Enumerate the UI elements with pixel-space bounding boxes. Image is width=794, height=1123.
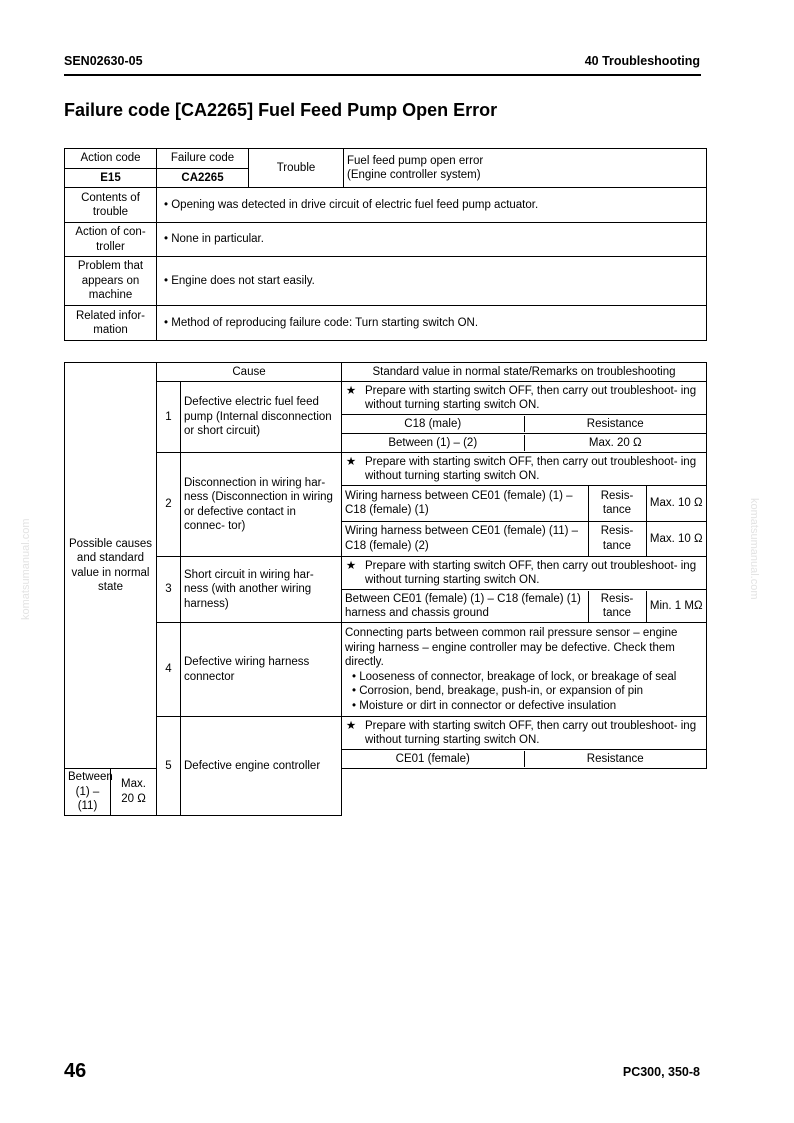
related-label: Related infor- mation xyxy=(65,306,157,341)
failure-code-value: CA2265 xyxy=(157,169,249,188)
failure-code-label: Failure code xyxy=(157,149,249,169)
cause-number: 4 xyxy=(157,623,181,717)
star-note: ★ Prepare with starting switch OFF, then carry out troubleshoot- ing without turning starting switch ON. xyxy=(342,717,707,750)
c2-value-2: Max. 10 Ω xyxy=(646,521,706,556)
cause-number: 5 xyxy=(157,717,181,816)
action-text: • None in particular. xyxy=(157,223,707,257)
related-text: • Method of reproducing failure code: Turn starting switch ON. xyxy=(157,306,707,341)
c1-between: Between (1) – (2) xyxy=(388,436,478,449)
model-name: PC300, 350-8 xyxy=(622,1065,700,1079)
c2-res-label-1: Resis- tance xyxy=(588,486,646,521)
c1-col-resistance: Resistance xyxy=(524,416,706,433)
standard-header: Standard value in normal state/Remarks on troubleshooting xyxy=(342,363,707,382)
section-title: 40 Troubleshooting xyxy=(584,54,700,68)
trouble-description: Fuel feed pump open error (Engine controller system) xyxy=(344,149,707,188)
star-icon: ★ xyxy=(345,559,357,572)
cause-1-text: Defective electric fuel feed pump (Internal disconnection or short circuit) xyxy=(181,382,342,453)
header-rule xyxy=(64,74,701,76)
star-note: ★ Prepare with starting switch OFF, then carry out troubleshoot- ing without turning starting switch ON. xyxy=(342,453,707,486)
c2-res-label-2: Resis- tance xyxy=(588,521,646,556)
causes-table xyxy=(64,362,707,816)
c3-value: Min. 1 MΩ xyxy=(646,591,706,622)
c2-harness-1: Wiring harness between CE01 (female) (1) – C18 (female) (1) xyxy=(345,489,573,517)
star-icon: ★ xyxy=(345,719,357,732)
c2-value-1: Max. 10 Ω xyxy=(646,486,706,521)
star-icon: ★ xyxy=(345,384,357,397)
action-code-label: Action code xyxy=(65,149,157,169)
problem-label: Problem that appears on machine xyxy=(65,257,157,306)
cause-header: Cause xyxy=(157,363,342,382)
watermark-left: komatsumanual.com xyxy=(20,518,32,620)
c2-harness-2: Wiring harness between CE01 (female) (11) – C18 (female) (2) xyxy=(342,521,588,556)
star-icon: ★ xyxy=(345,455,357,468)
cause-number: 3 xyxy=(157,557,181,623)
star-note: ★ Prepare with starting switch OFF, then carry out troubleshoot- ing without turning starting switch ON. xyxy=(342,557,707,590)
contents-text: • Opening was detected in drive circuit of electric fuel feed pump actuator. xyxy=(157,188,707,223)
c3-res-label: Resis- tance xyxy=(588,591,646,622)
watermark-right: komatsumanual.com xyxy=(748,498,760,600)
page-title: Failure code [CA2265] Fuel Feed Pump Open Error xyxy=(64,100,498,120)
c1-col-connector: C18 (male) xyxy=(404,417,462,430)
star-note: ★ Prepare with starting switch OFF, then carry out troubleshoot- ing without turning starting switch ON. xyxy=(342,382,707,415)
cause-3-text: Short circuit in wiring har- ness (with another wiring harness) xyxy=(181,557,342,623)
c4-remarks: Connecting parts between common rail pressure sensor – engine wiring harness – engine controller may be defective. Check them directly. • Looseness of connector, breakage of lock, or breakage of seal • Corrosion, bend, breakage, push-in, or expansion of pin • Moisture or dirt in connector or defective insulation xyxy=(342,623,707,717)
doc-code: SEN02630-05 xyxy=(64,54,143,68)
c5-between: Between (1) – (11) xyxy=(68,771,113,812)
c5-value: Max. 20 Ω xyxy=(111,769,157,815)
action-label: Action of con- troller xyxy=(65,223,157,257)
cause-2-text: Disconnection in wiring har- ness (Disconnection in wiring or defective contact in connec- tor) xyxy=(181,453,342,557)
possible-causes-label: Possible causes and standard value in normal state xyxy=(65,363,157,769)
c3-harness: Between CE01 (female) (1) – C18 (female) (1) harness and chassis ground xyxy=(345,592,581,619)
page-number: 46 xyxy=(64,1060,87,1082)
cause-5-text: Defective engine controller xyxy=(181,717,342,816)
c5-col-resistance: Resistance xyxy=(524,751,706,768)
action-code-value: E15 xyxy=(65,169,157,188)
cause-4-text: Defective wiring harness connector xyxy=(181,623,342,717)
cause-number: 1 xyxy=(157,382,181,453)
problem-text: • Engine does not start easily. xyxy=(157,257,707,306)
contents-label: Contents of trouble xyxy=(65,188,157,223)
c5-col-connector: CE01 (female) xyxy=(395,752,470,765)
info-table xyxy=(64,148,707,341)
cause-number: 2 xyxy=(157,453,181,557)
c1-value: Max. 20 Ω xyxy=(524,435,706,452)
trouble-label: Trouble xyxy=(249,149,344,188)
